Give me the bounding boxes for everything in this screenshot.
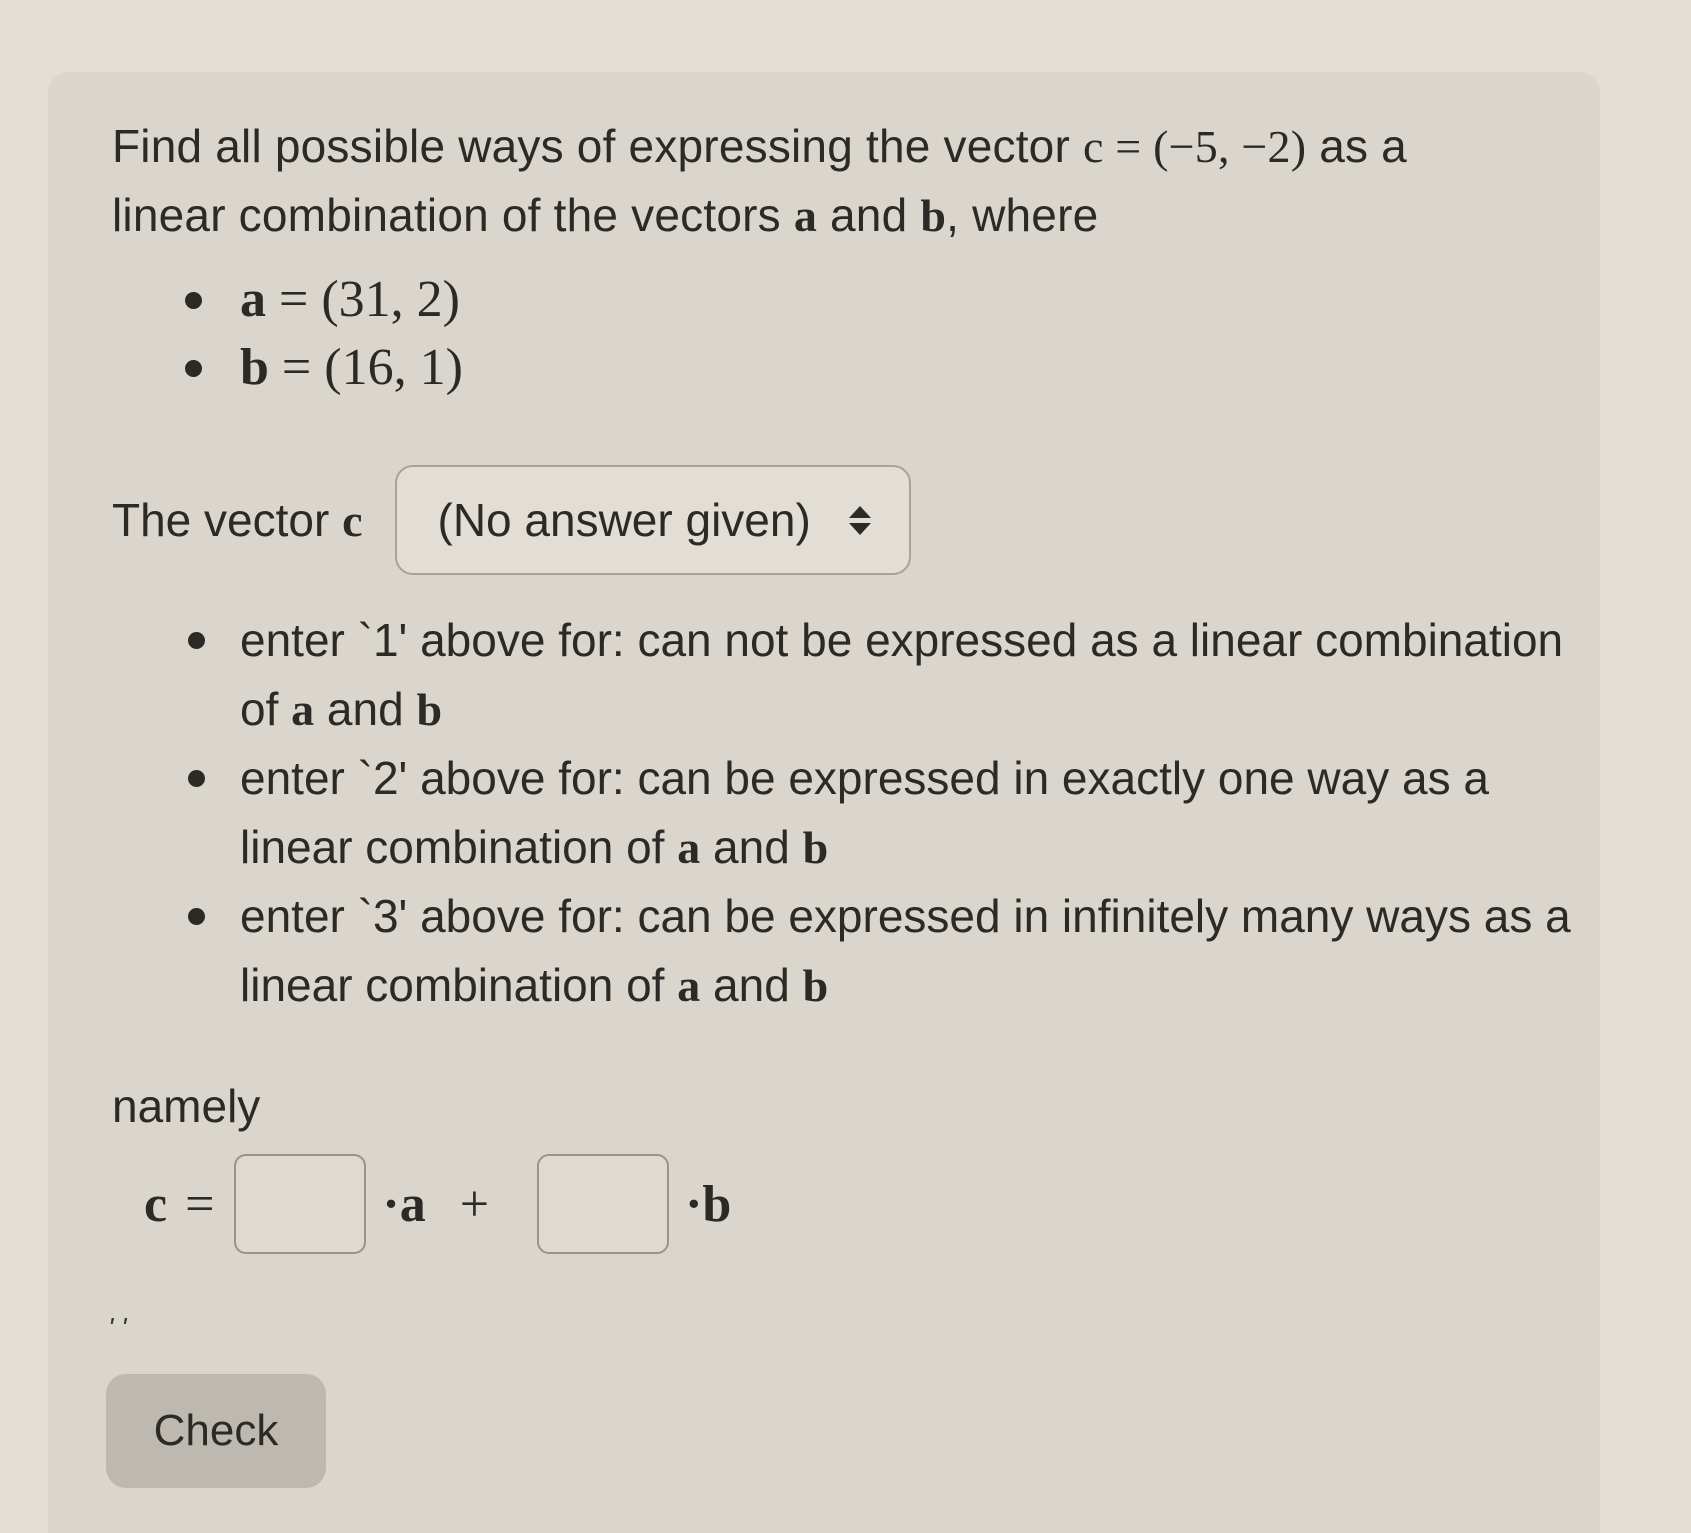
vector-select-label: The vector c [112,494,363,546]
answer-type-selected-value: (No answer given) [437,494,811,546]
symbol-b: b [920,190,947,241]
question-text [112,112,1572,250]
linear-combination-equation [144,1154,731,1254]
equation-plus: + [459,1175,490,1233]
question-text-part1: Find all possible ways of expressing the vector [112,120,1083,172]
bullet-icon [188,908,205,925]
question-text-part3: linear combination of the vectors [112,189,794,241]
bullet-icon [188,770,205,787]
check-button[interactable]: Check [106,1374,326,1488]
option-item-2: enter `2' above for: can be expressed in exactly one way as a linear combination of a and b [112,744,1572,882]
equation-equals: = [185,1175,215,1233]
up-down-arrows-icon [849,506,871,535]
namely-label: namely [112,1080,261,1132]
vector-b-value: = (16, 1) [268,339,463,396]
bullet-icon [185,360,202,377]
vector-item-b [112,334,1572,402]
coefficient-b-input[interactable] [537,1154,669,1254]
equation-lhs: c [144,1175,168,1233]
vector-list [112,266,1572,402]
vector-b-name: b [240,339,269,396]
bullet-icon [188,632,205,649]
option-item-1: enter `1' above for: can not be expressed as a linear combination of a and b [112,606,1572,744]
option-item-3: enter `3' above for: can be expressed in infinitely many ways as a linear combination of a and b [112,882,1572,1020]
question-text-and: and [817,189,921,241]
vector-a-name: a [240,271,266,328]
coefficient-a-input[interactable] [234,1154,366,1254]
symbol-c: c [342,495,363,546]
vector-a-value: = (31, 2) [266,271,460,328]
answer-type-select[interactable] [395,465,911,575]
dot-b: ·b [685,1175,732,1233]
vector-c-definition: c = (−5, −2) [1082,121,1307,172]
symbol-a: a [793,190,818,241]
question-text-part4: , where [946,189,1099,241]
dot-a: ·a [382,1175,426,1233]
vector-select-row [112,464,911,576]
vector-item-a [112,266,1572,334]
question-text-part2: as a [1306,120,1407,172]
question-content [108,112,1572,1455]
bullet-icon [185,292,202,309]
answer-options-list [112,606,1572,1020]
stray-marks: ' ' [108,1312,127,1343]
